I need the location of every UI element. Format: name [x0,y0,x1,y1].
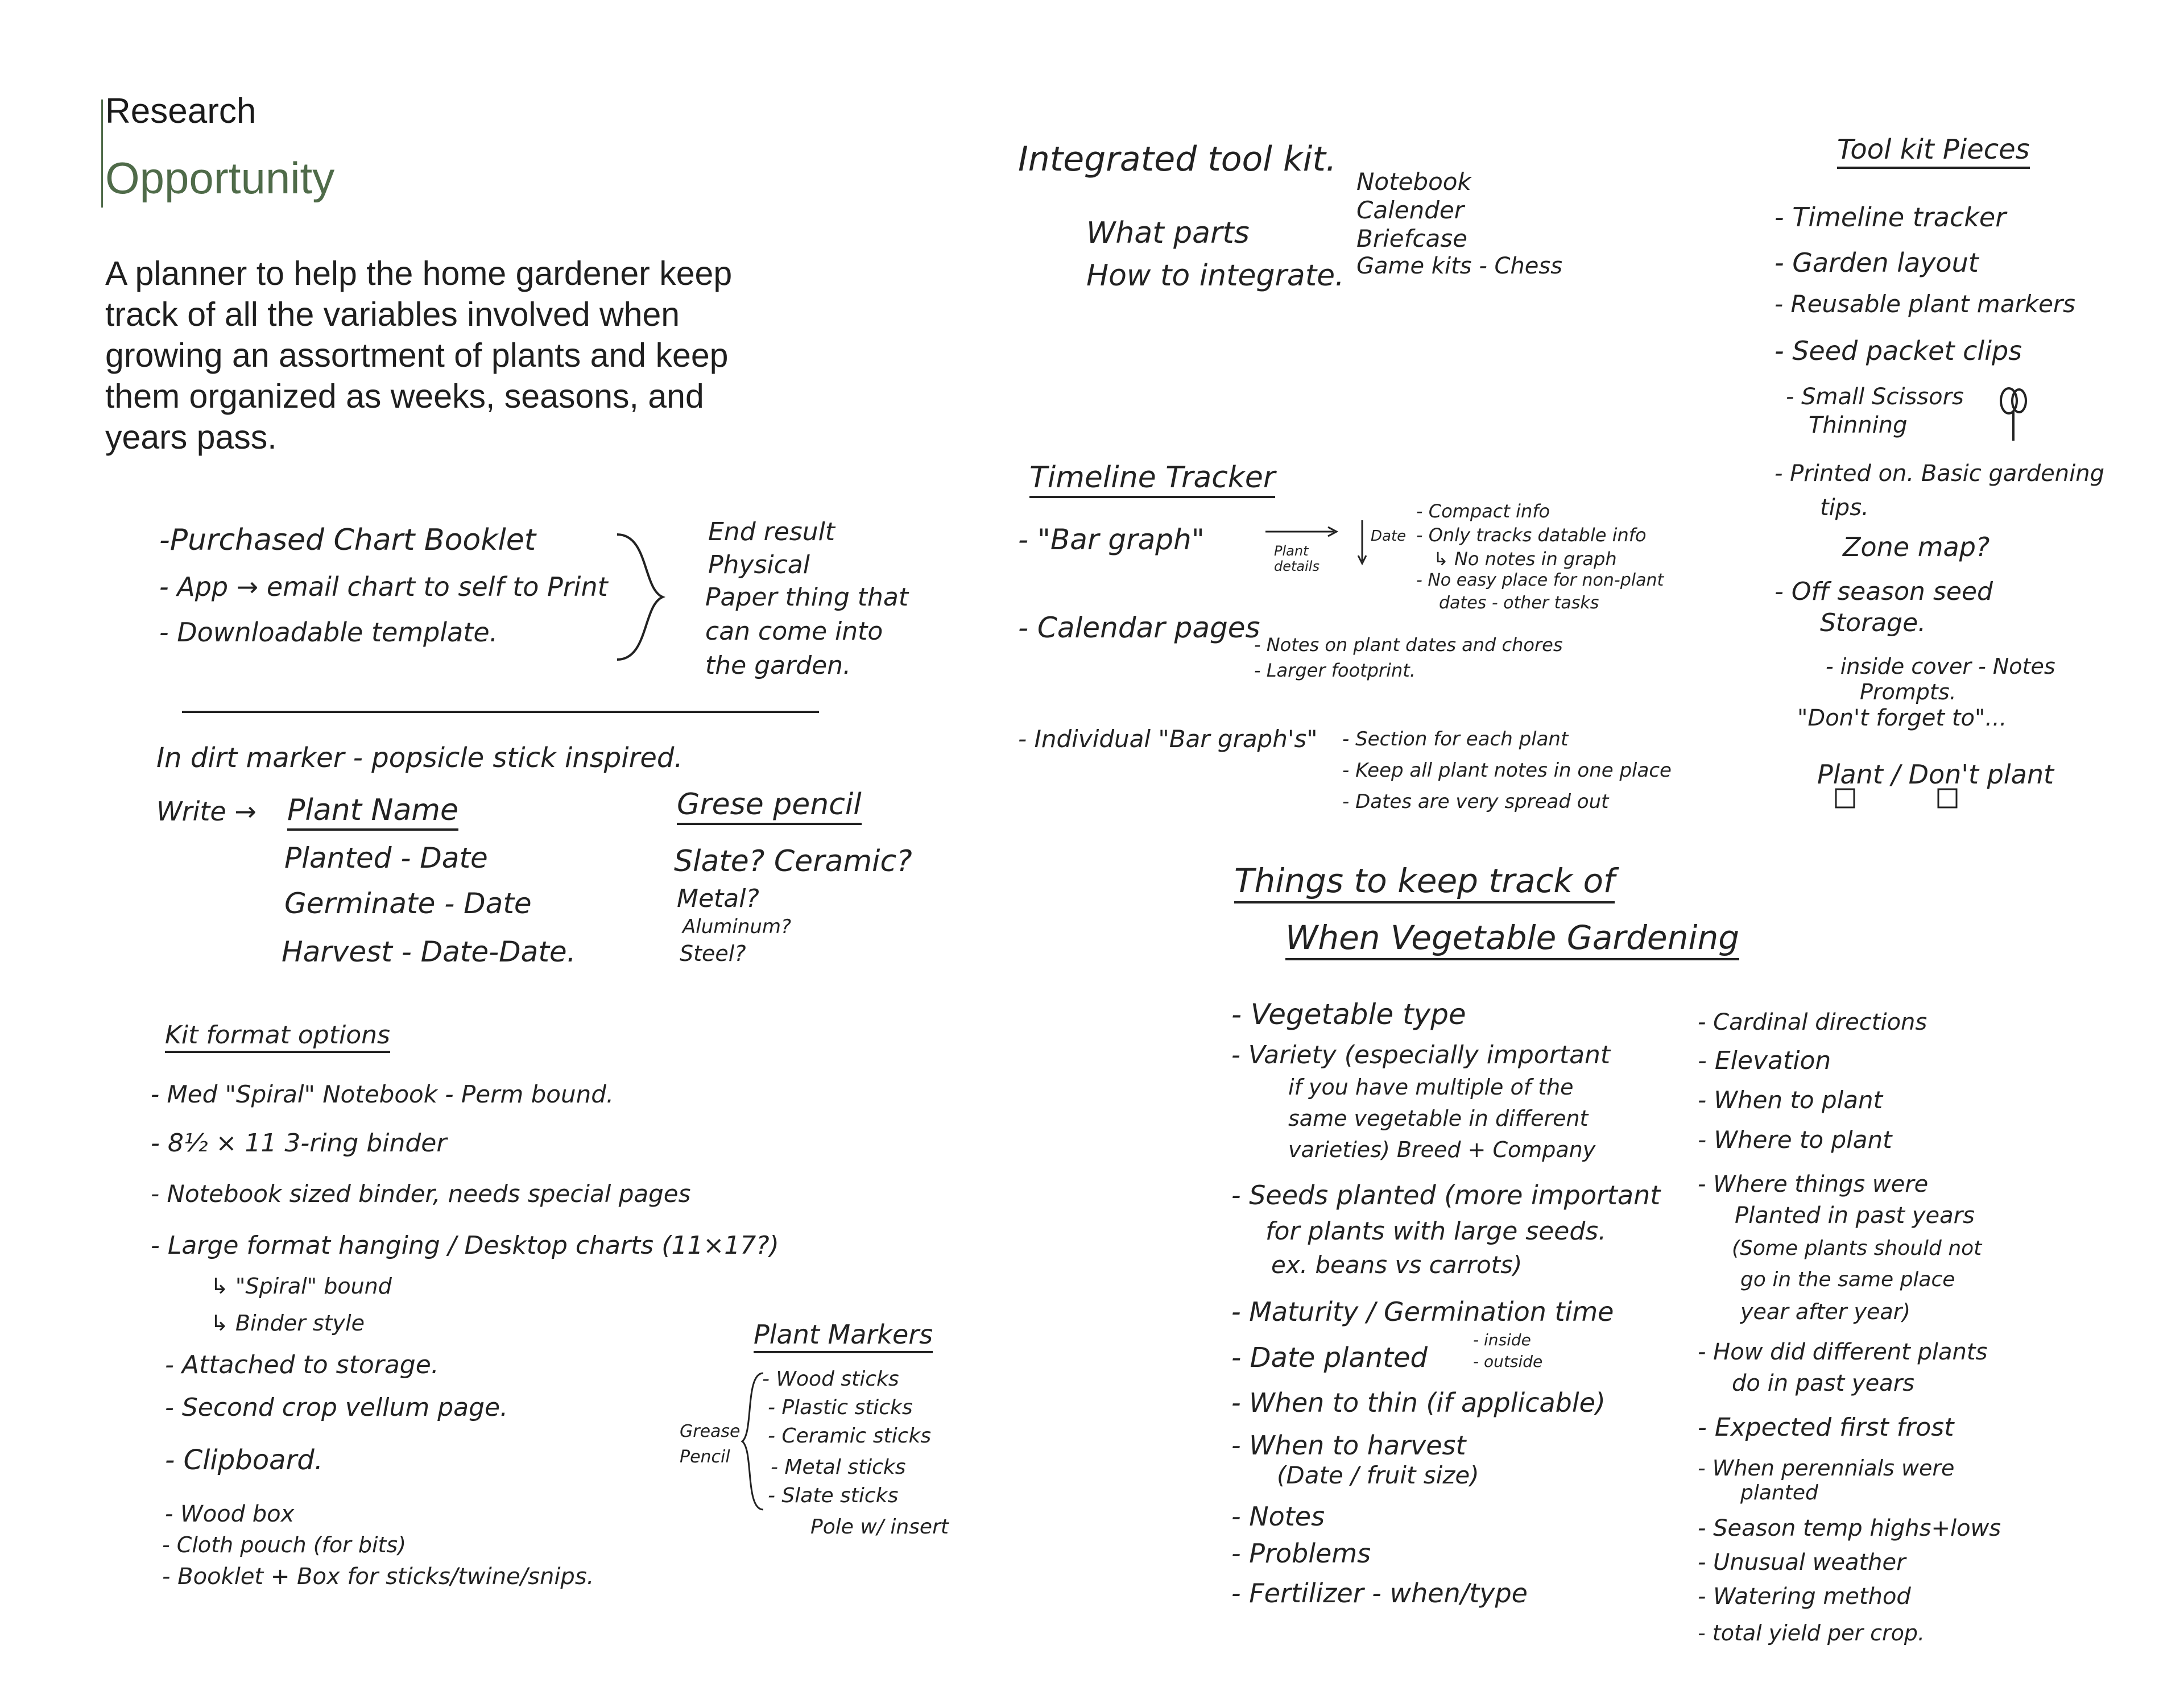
note-line: Physical [708,550,810,579]
grease-pencil-label: Grese pencil [677,787,862,825]
toolkit-item: - inside cover - Notes [1826,654,2055,679]
example: Calender [1356,196,1464,224]
marker-item: - Plastic sticks [768,1396,913,1419]
list-item: - Clipboard. [165,1444,323,1476]
write-label: Write → [156,796,257,827]
track-item: - Notes [1231,1501,1325,1532]
track-item: - Date planted [1231,1342,1428,1374]
marker-field: Germinate - Date [284,887,532,920]
track-item: - Season temp highs+lows [1698,1515,2001,1541]
track-item: - Cardinal directions [1698,1009,1927,1035]
list-item: - App → email chart to self to Print [159,571,608,602]
bar-note: - Only tracks datable info [1416,524,1647,546]
toolkit-item: - Seed packet clips [1774,335,2022,366]
toolkit-item: - Garden layout [1774,247,1979,278]
track-item: varieties) Breed + Company [1288,1137,1596,1162]
plant-markers-heading: Plant Markers [754,1319,933,1353]
toolkit-item: - Off season seed [1774,577,1993,606]
toolkit-item: Thinning [1809,412,1908,438]
curly-brace-icon [614,532,665,662]
track-item: same vegetable in different [1288,1106,1589,1131]
track-item: - When to thin (if applicable) [1231,1387,1606,1418]
things-heading-line-2: When Vegetable Gardening [1285,918,1739,960]
toolkit-heading: Tool kit Pieces [1837,134,2030,169]
plant-details-label: Plant [1274,543,1309,559]
toolkit-item: tips. [1820,495,1869,521]
toolkit-item: Zone map? [1843,532,1990,562]
track-item: - When to plant [1698,1086,1883,1114]
track-item: do in past years [1732,1370,1914,1396]
track-item: - Seeds planted (more important [1231,1180,1661,1211]
toolkit-item: - Reusable plant markers [1774,290,2076,318]
track-item: - Vegetable type [1231,998,1466,1031]
note-line: End result [708,517,835,546]
material-option: Steel? [680,941,746,966]
list-item: - Notebook sized binder, needs special pages [151,1180,691,1208]
grease-pencil-note: Pencil [680,1447,730,1467]
toolkit-item: Prompts. [1860,679,1956,704]
individual-option: - Individual "Bar graph's" [1018,725,1318,753]
marker-item: - Metal sticks [771,1456,906,1479]
divider-line [182,711,819,713]
material-option: Aluminum? [682,915,792,938]
track-item: - When to harvest [1231,1430,1466,1461]
track-item: - Where things were [1698,1171,1929,1197]
track-item: - How did different plants [1698,1339,1988,1365]
note-line: the garden. [705,651,851,680]
marker-field: Planted - Date [284,842,488,874]
section-label: Research [105,92,257,131]
checkbox-icon [1937,787,1958,809]
marker-item: - Ceramic sticks [768,1424,932,1448]
track-item: - When perennials were [1698,1456,1955,1481]
track-item: for plants with large seeds. [1265,1217,1607,1246]
plant-name-label: Plant Name [287,793,458,831]
example: Game kits - Chess [1356,253,1563,279]
list-item: - Attached to storage. [165,1350,439,1379]
toolkit-item: Storage. [1820,608,1926,637]
individual-note: - Dates are very spread out [1342,790,1609,813]
title-accent-bar [101,100,103,208]
example: Briefcase [1356,225,1467,252]
track-item: - Problems [1231,1538,1371,1569]
list-item: - 8½ × 11 3-ring binder [151,1129,447,1158]
track-item: planted [1740,1481,1818,1504]
integrated-heading: Integrated tool kit. [1018,139,1337,179]
track-item: - Maturity / Germination time [1231,1296,1614,1327]
toolkit-item: Plant / Don't plant [1817,759,2054,790]
example: Notebook [1356,168,1471,196]
track-item: (Date / fruit size) [1277,1461,1479,1489]
track-item: Planted in past years [1735,1203,1975,1229]
track-item: (Some plants should not [1732,1237,1982,1260]
kit-format-heading: Kit format options [165,1021,390,1053]
bar-note: dates - other tasks [1439,593,1599,613]
outside-label: - outside [1473,1352,1543,1371]
marker-item: - Wood sticks [762,1367,899,1391]
curly-brace-icon [739,1370,765,1512]
date-label: Date [1371,528,1407,545]
question: How to integrate. [1086,259,1345,293]
track-item: ex. beans vs carrots) [1271,1251,1523,1279]
toolkit-item: "Don't forget to"... [1797,705,2007,731]
track-item: - Watering method [1698,1584,1911,1610]
intro-paragraph: A planner to help the home gardener keep track of all the variables involved when growing an assortment of plants and keep them organized as weeks, seasons, and years pass. [105,255,733,456]
marker-item: - Slate sticks [768,1484,899,1507]
track-item: - Expected first frost [1698,1413,1954,1442]
scissors-icon [1996,387,2030,443]
plant-details-label: details [1274,558,1320,574]
track-item: - Fertilizer - when/type [1231,1578,1528,1609]
in-dirt-heading: In dirt marker - popsicle stick inspired. [156,742,683,774]
bar-note: ↳ No notes in graph [1433,548,1617,570]
inside-label: - inside [1473,1330,1531,1349]
bar-graph-option: - "Bar graph" [1018,523,1205,556]
material-option: Metal? [677,884,759,913]
calendar-option: - Calendar pages [1018,611,1260,644]
things-heading-line-1: Things to keep track of [1234,861,1615,903]
note-line: Paper thing that [705,583,909,612]
track-item: - total yield per crop. [1698,1620,1925,1645]
page-title: Opportunity [105,153,335,203]
question: What parts [1086,216,1250,250]
calendar-note: - Notes on plant dates and chores [1254,634,1563,656]
timeline-heading: Timeline Tracker [1029,461,1275,498]
toolkit-item: - Timeline tracker [1774,202,2007,233]
individual-note: - Section for each plant [1342,728,1569,751]
list-item: ↳ "Spiral" bound [210,1274,392,1299]
list-item: -Purchased Chart Booklet [159,523,536,557]
track-item: - Where to plant [1698,1126,1892,1154]
list-item: - Cloth pouch (for bits) [162,1532,407,1557]
track-item: go in the same place [1740,1268,1955,1291]
bar-note: - No easy place for non-plant [1416,570,1664,590]
list-item: - Med "Spiral" Notebook - Perm bound. [151,1080,614,1108]
right-arrow-icon [1265,526,1339,537]
individual-note: - Keep all plant notes in one place [1342,759,1672,782]
list-item: ↳ Binder style [210,1311,365,1336]
marker-field: Harvest - Date-Date. [282,935,576,968]
grease-pencil-note: Grease [680,1421,741,1441]
list-item: - Large format hanging / Desktop charts (11×17?) [151,1231,779,1260]
track-item: - Unusual weather [1698,1549,1906,1576]
list-item: - Booklet + Box for sticks/twine/snips. [162,1564,594,1590]
bar-note: - Compact info [1416,500,1550,522]
down-arrow-icon [1356,520,1368,566]
list-item: - Second crop vellum page. [165,1393,508,1422]
track-item: - Elevation [1698,1046,1831,1075]
list-item: - Downloadable template. [159,617,498,648]
marker-item: Pole w/ insert [810,1515,949,1539]
track-item: year after year) [1740,1299,1911,1324]
track-item: if you have multiple of the [1288,1075,1574,1100]
list-item: - Wood box [165,1501,295,1527]
material-option: Slate? Ceramic? [674,844,912,878]
calendar-note: - Larger footprint. [1254,660,1416,681]
checkbox-icon [1834,787,1856,809]
toolkit-item: - Printed on. Basic gardening [1774,461,2104,487]
note-line: can come into [705,617,883,646]
toolkit-item: - Small Scissors [1786,384,1964,410]
track-item: - Variety (especially important [1231,1041,1611,1070]
